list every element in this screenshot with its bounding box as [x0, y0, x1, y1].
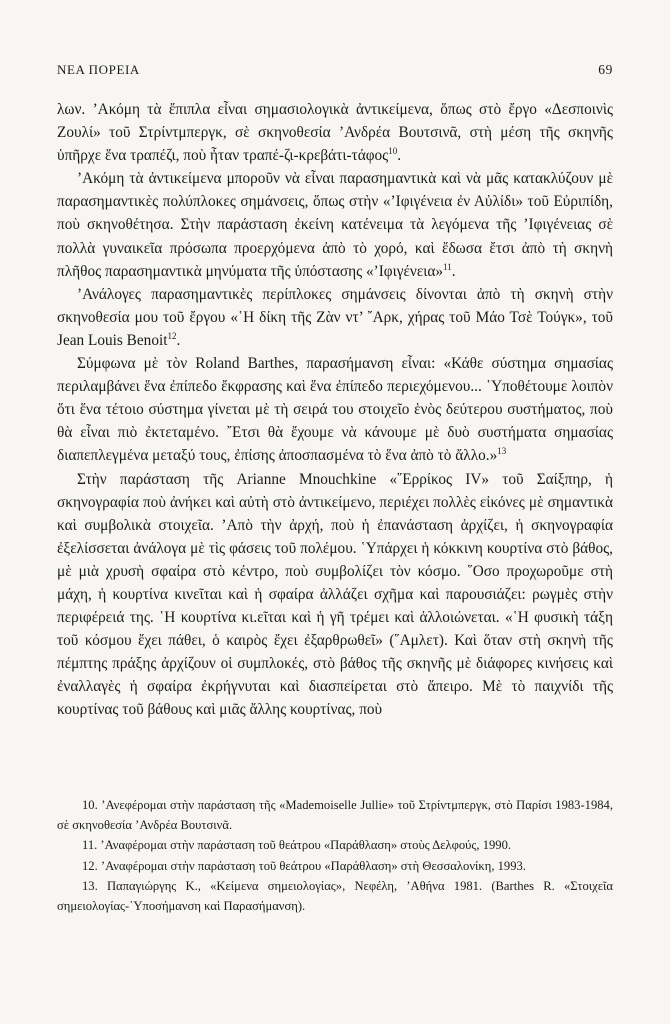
paragraph-1-end: . [397, 147, 402, 165]
page-number: 69 [598, 62, 613, 77]
footnotes [57, 795, 613, 916]
footnote-ref-12: 12 [167, 330, 177, 341]
paragraph-4-text: Σύμφωνα μὲ τὸν Roland Barthes, παρασήμανση εἶναι: «Κάθε σύστημα σημασίας περιλαμβάνει ἕνα ἐπίπεδο ἔκφρασης καὶ ἕνα ἐπίπεδο περιεχόμενου... ῾Υποθέτουμε λοιπὸν ὅτι ἕνα τέτοιο σύστημα γίνεται μὲ τὴ σειρά του στοιχεῖο ἑνὸς δεύτερου συστήματος, ποὺ θὰ εἶναι πιὸ ἐκτεταμένο. ῎Ετσι θὰ ἔχουμε νὰ κάνουμε μὲ δυὸ συστήματα σημασίας διαπεπλεγμένα μεταξύ τους, ἐπίσης ἀποσπασμένα τὸ ἕνα ἀπὸ τὸ ἄλλο.» [57, 355, 613, 465]
footnote-10: 10. ’Ανεφέρομαι στὴν παράσταση τῆς «Mademoiselle Jullie» τοῦ Στρίντμπεργκ, στὸ Παρίσι 1983-1984, σὲ σκηνοθεσία ’Ανδρέα Βουτσινᾶ. [57, 798, 613, 833]
footnote-12: 12. ’Αναφέρομαι στὴν παράσταση τοῦ θεάτρου «Παράθλαση» στὴ Θεσσαλονίκη, 1993. [82, 858, 526, 873]
footnote-11: 11. ’Αναφέρομαι στὴν παράσταση τοῦ θεάτρου «Παράθλαση» στοὺς Δελφούς, 1990. [82, 838, 512, 853]
paragraph-5 [57, 468, 613, 722]
paragraph-2-text: ’Ακόμη τὰ ἀντικείμενα μποροῦν νὰ εἶναι παρασημαντικὰ καὶ νὰ μᾶς κατακλύζουν μὲ παρασημαντικὲς πολύπλοκες σημάνσεις, ὅπως στὴν «’Ιφιγένεια ἐν Αὐλίδι» τοῦ Εὐριπίδη, ποὺ σκηνοθέτησα. Στὴν παράσταση ἐκείνη κατένειμα τὰ λεγόμενα τῆς ’Ιφιγένειας σὲ πολλὰ γυναικεῖα πρόσωπα προερχόμενα ἀπὸ τὸ χορό, καὶ ἔδωσα ἔτσι ἀπὸ τὴ σκηνὴ πλῆθος παρασημαντικὰ μηνύματα τῆς ὑπόστασης «’Ιφιγένεια» [57, 170, 613, 280]
paragraph-3-end: . [176, 331, 181, 349]
paragraph-1 [57, 98, 613, 167]
journal-title: ΝΕΑ ΠΟΡΕΙΑ [57, 62, 140, 77]
paragraph-3-text: ’Ανάλογες παρασημαντικὲς περίπλοκες σημάνσεις δίνονται ἀπὸ τὴ σκηνὴ στὴν σκηνοθεσία μου τοῦ ἔργου «῾Η δίκη τῆς Ζὰν ντ’ ῎Αρκ, χήρας τοῦ Μάο Τσὲ Τούγκ», τοῦ Jean Louis Benoit [57, 285, 613, 349]
footnote-ref-10: 10 [388, 146, 398, 157]
footnote-ref-13: 13 [497, 446, 507, 457]
footnote-13: 13. Παπαγιώργης Κ., «Κείμενα σημειολογίας», Νεφέλη, ’Αθήνα 1981. (Barthes R. «Στοιχεῖα σημειολογίας-῾Υποσήμανση καὶ Παρασήμανση). [57, 878, 613, 914]
main-text [57, 98, 613, 722]
paragraph-3 [57, 283, 613, 352]
paragraph-4 [57, 352, 613, 467]
footnote-ref-11: 11 [443, 261, 452, 272]
paragraph-2-end: . [451, 262, 456, 280]
paragraph-5-text: Στὴν παράσταση τῆς Arianne Mnouchkine «῞Ερρίκος IV» τοῦ Σαίξπηρ, ἡ σκηνογραφία ποὺ ἀνήκει καὶ αὐτὴ στὸ ἀντικείμενο, περιέχει πολλὲς εἰκόνες μὲ σημαντικὰ καὶ συμβολικὰ στοιχεῖα. ’Απὸ τὴν ἀρχή, ποὺ ἡ ἐπανάσταση ἀρχίζει, ἡ σκηνογραφία ἐξελίσσεται ἀνάλογα μὲ τὶς φάσεις τοῦ πολέμου. ῾Υπάρχει ἡ κόκκινη κουρτίνα στὸ βάθος, μὲ μιὰ χρυσὴ σφαίρα στὸ κέντρο, ποὺ συμβολίζει τὸν κόσμο. ῞Οσο προχωροῦμε στὴ μάχη, ἡ κουρτίνα κινεῖται καὶ ἡ σφαίρα ἀλλάζει σχῆμα καὶ παρουσιάζει: ρωγμὲς στὴν περιφέρειά της. ῾Η κουρτίνα κι.εῖται καὶ ἡ γῆ τρέμει καὶ ἀλλοιώνεται. «῾Η φυσικὴ τάξη τοῦ κόσμου ἔχει πάθει, ὁ καιρὸς ἔχει ἐξαρθρωθεῖ» (῞Αμλετ). Καὶ ὅταν στὴ σκηνὴ τῆς πέμπτης πράξης ἀρχίζουν οἱ συμπλοκές, στὸ βάθος τῆς σκηνῆς μὲ διάφορες κινήσεις καὶ ἐναλλαγὲς ἡ σφαίρα ἐκρήγνυται καὶ διασπείρεται στὸ ἄπειρο. Μὲ τὸ παιχνίδι τῆς κουρτίνας τοῦ βάθους καὶ μιᾶς ἄλλης κουρτίνας, ποὺ [57, 470, 613, 719]
paragraph-1-text: λων. ’Ακόμη τὰ ἔπιπλα εἶναι σημασιολογικὰ ἀντικείμενα, ὅπως στὸ ἔργο «Δεσποινὶς Ζουλί» τοῦ Στρίντμπεργκ, σὲ σκηνοθεσία ’Ανδρέα Βουτσινᾶ, στὴ μέση τῆς σκηνῆς ὑπῆρχε ἕνα τραπέζι, ποὺ ἦταν τραπέ-ζι-κρεβάτι-τάφος [57, 101, 613, 165]
running-header [57, 62, 613, 82]
paragraph-2 [57, 167, 613, 282]
